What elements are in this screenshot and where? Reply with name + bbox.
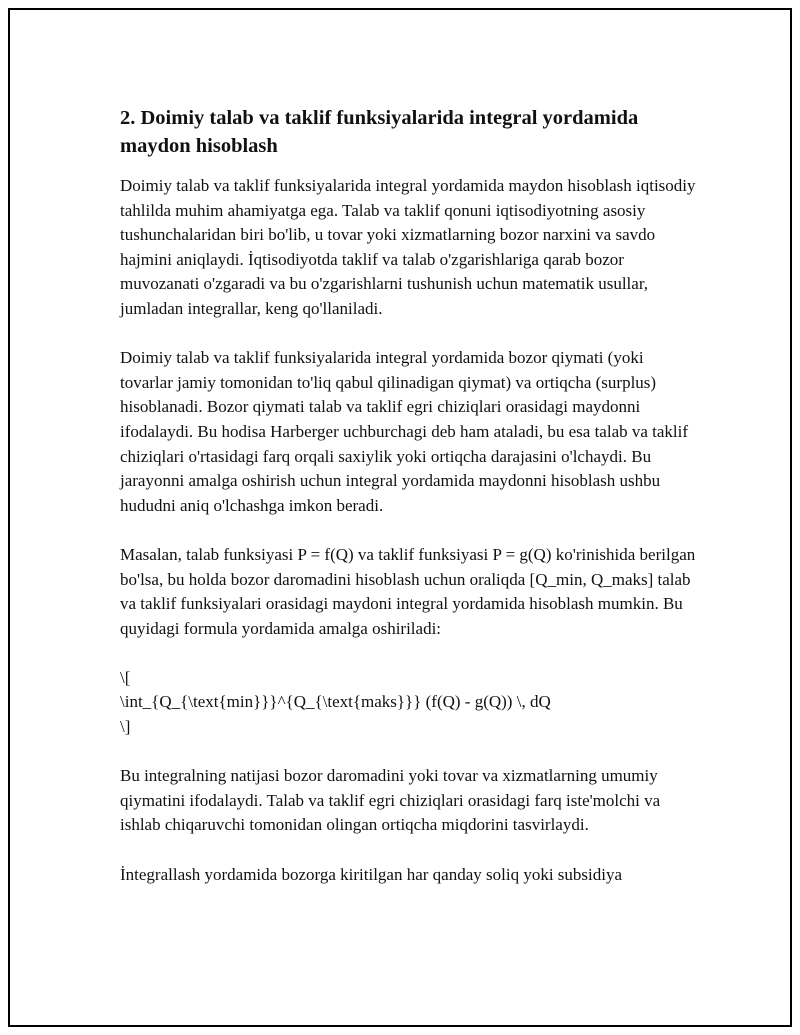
section-title: 2. Doimiy talab va taklif funksiyalarida integral yordamida maydon hisoblash — [120, 107, 639, 157]
paragraph-example: Masalan, talab funksiyasi P = f(Q) va taklif funksiyasi P = g(Q) ko'rinishida berilgan bo'lsa, bu holda bozor daromadini hisoblash uchun oraliqda [Q_min, Q_maks] talab va taklif funksiyalari orasidagi maydoni integral yordamida hisoblash mumkin. Bu quyidagi formula yordamida amalga oshiriladi: — [120, 544, 696, 638]
paragraph-market-value: Doimiy talab va taklif funksiyalarida integral yordamida bozor qiymati (yoki tovarlar jamiy tomonidan to'liq qabul qilinadigan qiymat) va ortiqcha (surplus) hisoblanadi. Bozor qiymati talab va taklif egri chiziqlari orasidagi maydonni ifodalaydi. Bu hodisa Harberger uchburchagi deb ham ataladi, bu esa talab va taklif chiziqlari o'rtasidagi farq orqali saxiylik yoki ortiqcha darajasini o'lchaydi. Bu jarayonni amalga oshirish uchun integral yordamida maydonni hisoblash ushbu hududni aniq o'lchashga imkon beradi. — [120, 348, 689, 515]
document-body — [120, 104, 700, 912]
paragraph-result: Bu integralning natijasi bozor daromadini yoki tovar va xizmatlarning umumiy qiymatini ifodalaydi. Talab va taklif egri chiziqlari orasidagi farq iste'molchi va ishlab chiqaruvchi tomonidan olingan ortiqcha miqdorini tasvirlaydi. — [120, 766, 661, 835]
page-frame — [8, 8, 792, 1027]
formula-block: \[ \int_{Q_{\text{min}}}^{Q_{\text{maks}}} (f(Q) - g(Q)) \, dQ \] — [120, 667, 551, 737]
paragraph-intro: Doimiy talab va taklif funksiyalarida integral yordamida maydon hisoblash iqtisodiy tahlilda muhim ahamiyatga ega. Talab va taklif qonuni iqtisodiyotning asosiy tushunchalaridan biri bo'lib, u tovar yoki xizmatlarning bozor narxini va savdo hajmini aniqlaydi. İqtisodiyotda taklif va talab o'zgarishlariga qarab bozor muvozanati o'zgaradi va bu o'zgarishlarni tushunish uchun matematik usullar, jumladan integrallar, keng qo'llaniladi. — [120, 176, 696, 318]
paragraph-integration: İntegrallash yordamida bozorga kiritilgan har qanday soliq yoki subsidiya — [120, 864, 623, 884]
